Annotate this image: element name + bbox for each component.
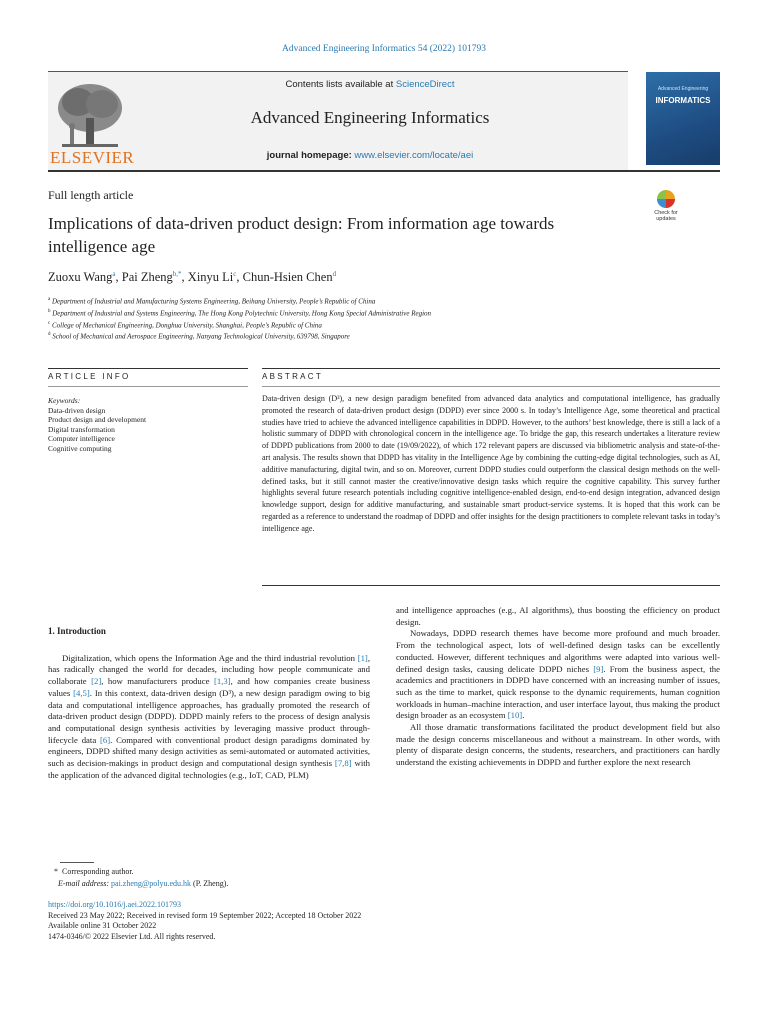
author-name: Chun-Hsien Chen xyxy=(242,270,333,285)
footnote-rule xyxy=(60,862,94,863)
check-for-updates-button[interactable] xyxy=(646,190,686,228)
check-updates-label: Check for updates xyxy=(654,210,678,222)
citation-link[interactable]: [10] xyxy=(507,710,523,721)
citation-link[interactable]: [1] xyxy=(357,652,368,663)
homepage-link[interactable]: www.elsevier.com/locate/aei xyxy=(354,150,474,161)
right-column xyxy=(396,605,720,769)
author-list: Zuoxu Wang$^a$, Pai Zheng$^{b,*}$, Xinyu Li$^c$, Chun-Hsien Chen$^d$ xyxy=(48,270,337,285)
contents-line xyxy=(130,79,610,90)
email-line: E-mail address: pai.zheng@polyu.edu.hk (P. Zheng). xyxy=(58,878,229,888)
affiliation-item: $^c$ College of Mechanical Engineering, Donghua University, Shanghai, People’s Republic of China xyxy=(48,320,322,329)
publisher-name: ELSEVIER xyxy=(50,148,135,167)
keywords-block xyxy=(48,396,146,454)
section-heading: 1. Introduction xyxy=(48,626,106,636)
keyword-item: Product design and development xyxy=(48,415,147,425)
keyword-item: Digital transformation xyxy=(48,424,115,434)
available-online: Available online 31 October 2022 xyxy=(48,921,157,930)
journal-cover[interactable] xyxy=(646,72,720,165)
affiliation-item: $^d$ School of Mechanical and Aerospace Engineering, Nanyang Technological University, 639798, Singapore xyxy=(48,332,350,341)
author-affiliation-mark[interactable]: a xyxy=(112,270,116,278)
journal-title: Advanced Engineering Informatics xyxy=(250,108,490,127)
journal-reference[interactable]: Advanced Engineering Informatics 54 (2022) 101793 xyxy=(282,44,486,54)
cover-line1: Advanced Engineering xyxy=(657,86,709,92)
abstract-rule xyxy=(262,368,720,369)
article-info-rule xyxy=(48,368,248,369)
footnote xyxy=(48,866,228,889)
citation-link[interactable]: [7,8] xyxy=(334,758,352,769)
article-type: Full length article xyxy=(48,188,134,202)
author-name: Xinyu Li xyxy=(187,270,234,285)
author-affiliation-mark[interactable]: b,* xyxy=(172,270,182,278)
received-dates: Received 23 May 2022; Received in revised form 19 September 2022; Accepted 18 October 2022 xyxy=(48,910,362,920)
keywords-label: Keywords: xyxy=(48,396,81,405)
keyword-item: Data-driven design xyxy=(48,405,106,415)
homepage-line xyxy=(130,150,610,161)
affiliation-item: $^a$ Department of Industrial and Manufacturing Systems Engineering, Beihang University, People’s Republic of China xyxy=(48,297,376,306)
author-name: Pai Zheng xyxy=(121,270,173,285)
doi-link[interactable]: https://doi.org/10.1016/j.aei.2022.101793 xyxy=(48,900,181,909)
abstract-text: Data-driven design (D³), a new design paradigm benefited from advanced data analytics and computational intelligence, has gradually promoted the research of data-driven product design (DDPD) ever since 2000 s. In today’s Intelligence Age, some theoretical and practical studies have tried to achieve the advanced intelligence capabilities in DDPD. However, to the authors’ best knowledge, there is still a lack of a holistic summary of DDPD with chronological concern in the intelligence age. To bridge the gap, this research undertakes a literature review of DDPD publications from 2000 to date (19/09/2022), of which 172 relevant papers are discussed via bibliometric analysis and state-of-the-art analysis. The results shown that DDPD has vitality in the Intelligence Age by combining the cutting-edge digital technologies, such as AI, additive manufacturing, digital twin, and so on. Moreover, current DDPD studies could outperform the classical design methods on the well-defined tasks, but it still cannot master the creative/innovative design tasks which require the cognitive capability. This survey further highlights several future research potentials including cognitive intelligence-enabled design, end-to-end design integration, advanced design knowledge support, design for additive manufacturing, and sustainable smart product-service systems. It is hoped that this work can be regarded as a reference to understand the roadmap of DDPD and offer insights for the design practitioners to complete relevant tasks in today’s intelligence age. xyxy=(262,394,720,533)
citation-link[interactable]: [4,5] xyxy=(73,687,90,698)
citation-link[interactable]: [6] xyxy=(99,734,111,745)
left-column xyxy=(48,626,370,781)
citation-link[interactable]: [1,3] xyxy=(213,676,231,687)
citation-link[interactable]: [2] xyxy=(91,676,102,687)
author-affiliation-mark[interactable]: d xyxy=(332,270,337,278)
cover-line2: INFORMATICS xyxy=(655,96,711,105)
article-info-underline xyxy=(48,386,248,387)
article-title: Implications of data-driven product design: From information age towards intelligence age xyxy=(48,214,555,256)
article-meta-footer xyxy=(48,900,361,942)
intro-paragraph-3: All those dramatic transformations facilitated the product development field but also made the design concerns miscellaneous and without a mainstream. In other words, with plenty of disparate design concerns, the students, researchers, and practitioners can hardly understand the existing achievements in DDPD and further explore the next research xyxy=(396,722,720,768)
homepage-prefix: journal homepage: xyxy=(266,150,355,161)
intro-paragraph-1: Digitalization, which opens the Information Age and the third industrial revolution [1], has radically changed the world for decades, including how people communicate and collaborate [2], how manufacturers produce [1,3], and how companies create business values [4,5]. In this context, data-driven design (D³), a new design paradigm owing to big data and computational intelligence approaches, has gradually promoted the research of data-driven product design (DDPD). DDPD mainly refers to the process of design analysis and computational design synthesis activities by leveraging massive product through-lifecycle data [6]. Compared with conventional product design paradigms dominated by engineers, DDPD shifted many design activities as semi-automated or automated activities, such as decision-makings in product design and computational design synthesis [7,8] with the application of the advanced digital technologies (e.g., IoT, CAD, PLM) xyxy=(48,652,370,780)
abstract-end-rule xyxy=(262,585,720,586)
affiliations xyxy=(48,295,431,342)
sciencedirect-link[interactable]: ScienceDirect xyxy=(395,79,455,90)
abstract-heading: ABSTRACT xyxy=(262,372,324,381)
keyword-item: Cognitive computing xyxy=(48,443,112,453)
copyright: 1474-0346/© 2022 Elsevier Ltd. All rights reserved. xyxy=(48,931,216,941)
check-updates-icon xyxy=(657,190,675,208)
masthead-bottom-rule xyxy=(48,170,720,172)
author-name: Zuoxu Wang xyxy=(48,270,113,285)
intro-paragraph-2: Nowadays, DDPD research themes have become more profound and much broader. From the technological aspect, lots of well-defined design tasks can be excellently conducted. However, different techniques and algorithms were adapted into various well-defined design tasks, causing delicate DDPD niches [9]. From the business aspect, the academics and practitioners in DDPD have concerned with an increasing number of issues, such as the time to market, quick response to the dynamic requirements, human cognition workloads in human–machine interaction, and user interface layout, thus making the product design broader as an ecosystem [10]. xyxy=(396,628,721,721)
affiliation-item: $^b$ Department of Industrial and Systems Engineering, The Hong Kong Polytechnic University, Hong Kong Special Administrative Region xyxy=(48,308,432,318)
intro-paragraph-continued: and intelligence approaches (e.g., AI algorithms), thus boosting the efficiency on product design. xyxy=(396,605,720,627)
author-affiliation-mark[interactable]: c xyxy=(233,270,237,278)
citation-link[interactable]: [9] xyxy=(593,663,604,674)
article-info-heading: ARTICLE INFO xyxy=(48,372,131,381)
contents-prefix: Contents lists available at xyxy=(285,79,396,90)
keyword-item: Computer intelligence xyxy=(48,434,115,444)
corresponding-author-note: * Corresponding author. xyxy=(48,867,134,876)
email-link[interactable]: pai.zheng@polyu.edu.hk xyxy=(111,878,192,888)
abstract-underline xyxy=(262,386,720,387)
